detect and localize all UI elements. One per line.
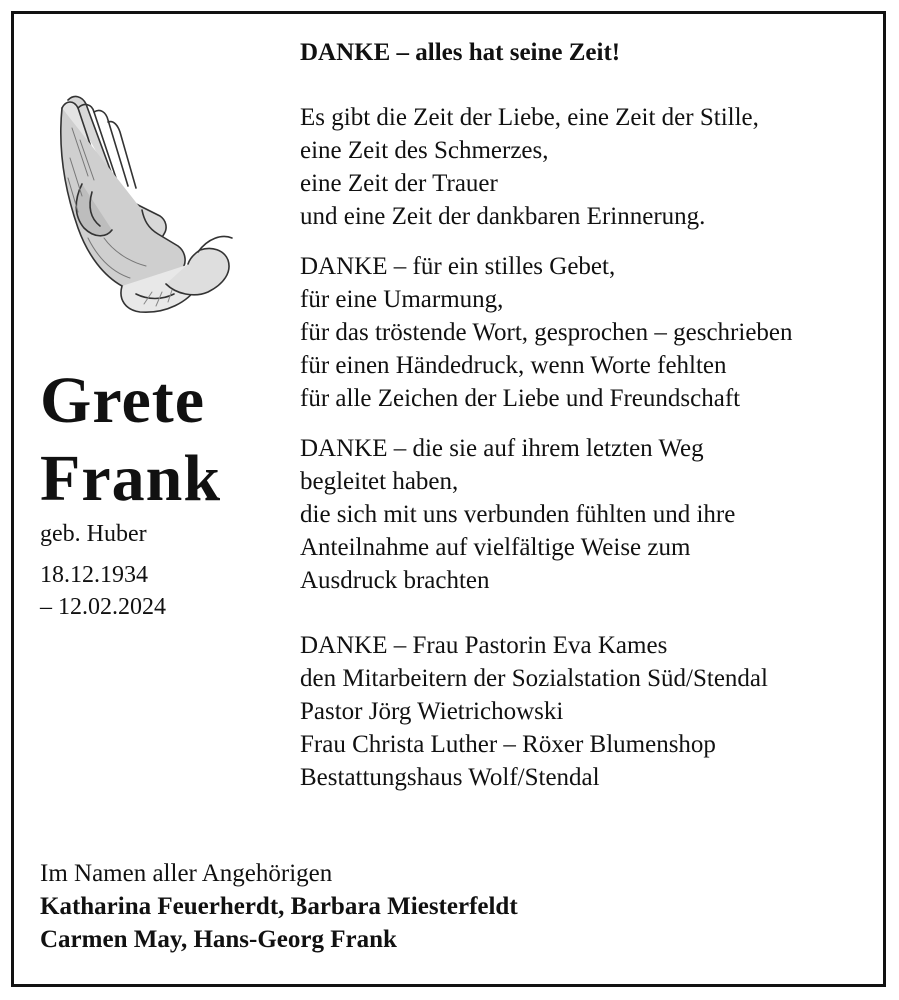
signature-block — [40, 857, 518, 956]
text-line: für das tröstende Wort, gesprochen – geschrieben — [300, 319, 793, 346]
signature-names: Carmen May, Hans-Georg Frank — [40, 926, 397, 953]
text-line: Pastor Jörg Wietrichowski — [300, 698, 564, 725]
paragraph-companions — [300, 432, 870, 597]
text-line: begleitet haben, — [300, 468, 459, 495]
text-line: eine Zeit des Schmerzes, — [300, 137, 549, 164]
birth-date: 18.12.1934 — [40, 562, 148, 588]
text-line: und eine Zeit der dankbaren Erinnerung. — [300, 203, 706, 230]
text-line: DANKE – für ein stilles Gebet, — [300, 253, 616, 280]
praying-hands-icon — [48, 88, 238, 316]
text-line: für eine Umarmung, — [300, 286, 504, 313]
text-line: für einen Händedruck, wenn Worte fehlten — [300, 352, 727, 379]
deceased-first-name: Grete — [40, 364, 206, 437]
text-line: für alle Zeichen der Liebe und Freundschaft — [300, 385, 741, 412]
signature-intro: Im Namen aller Angehörigen — [40, 860, 333, 887]
death-date: – 12.02.2024 — [40, 594, 166, 620]
text-line: Anteilnahme auf vielfältige Weise zum — [300, 534, 691, 561]
text-line: DANKE – die sie auf ihrem letzten Weg — [300, 435, 704, 462]
text-line: DANKE – Frau Pastorin Eva Kames — [300, 632, 668, 659]
birth-name: geb. Huber — [40, 521, 147, 547]
text-line: die sich mit uns verbunden fühlten und ihre — [300, 501, 736, 528]
paragraph-acknowledgements — [300, 629, 870, 794]
thank-you-text — [300, 36, 870, 811]
text-line: Frau Christa Luther – Röxer Blumenshop — [300, 731, 716, 758]
paragraph-gestures — [300, 250, 870, 415]
text-line: Bestattungshaus Wolf/Stendal — [300, 764, 600, 791]
text-line: Ausdruck brachten — [300, 567, 490, 594]
deceased-last-name: Frank — [40, 442, 222, 515]
paragraph-time — [300, 101, 870, 233]
signature-names: Katharina Feuerherdt, Barbara Miesterfeldt — [40, 893, 518, 920]
text-line: eine Zeit der Trauer — [300, 170, 498, 197]
headline: DANKE – alles hat seine Zeit! — [300, 39, 621, 66]
text-line: den Mitarbeitern der Sozialstation Süd/Stendal — [300, 665, 768, 692]
text-line: Es gibt die Zeit der Liebe, eine Zeit der Stille, — [300, 104, 759, 131]
